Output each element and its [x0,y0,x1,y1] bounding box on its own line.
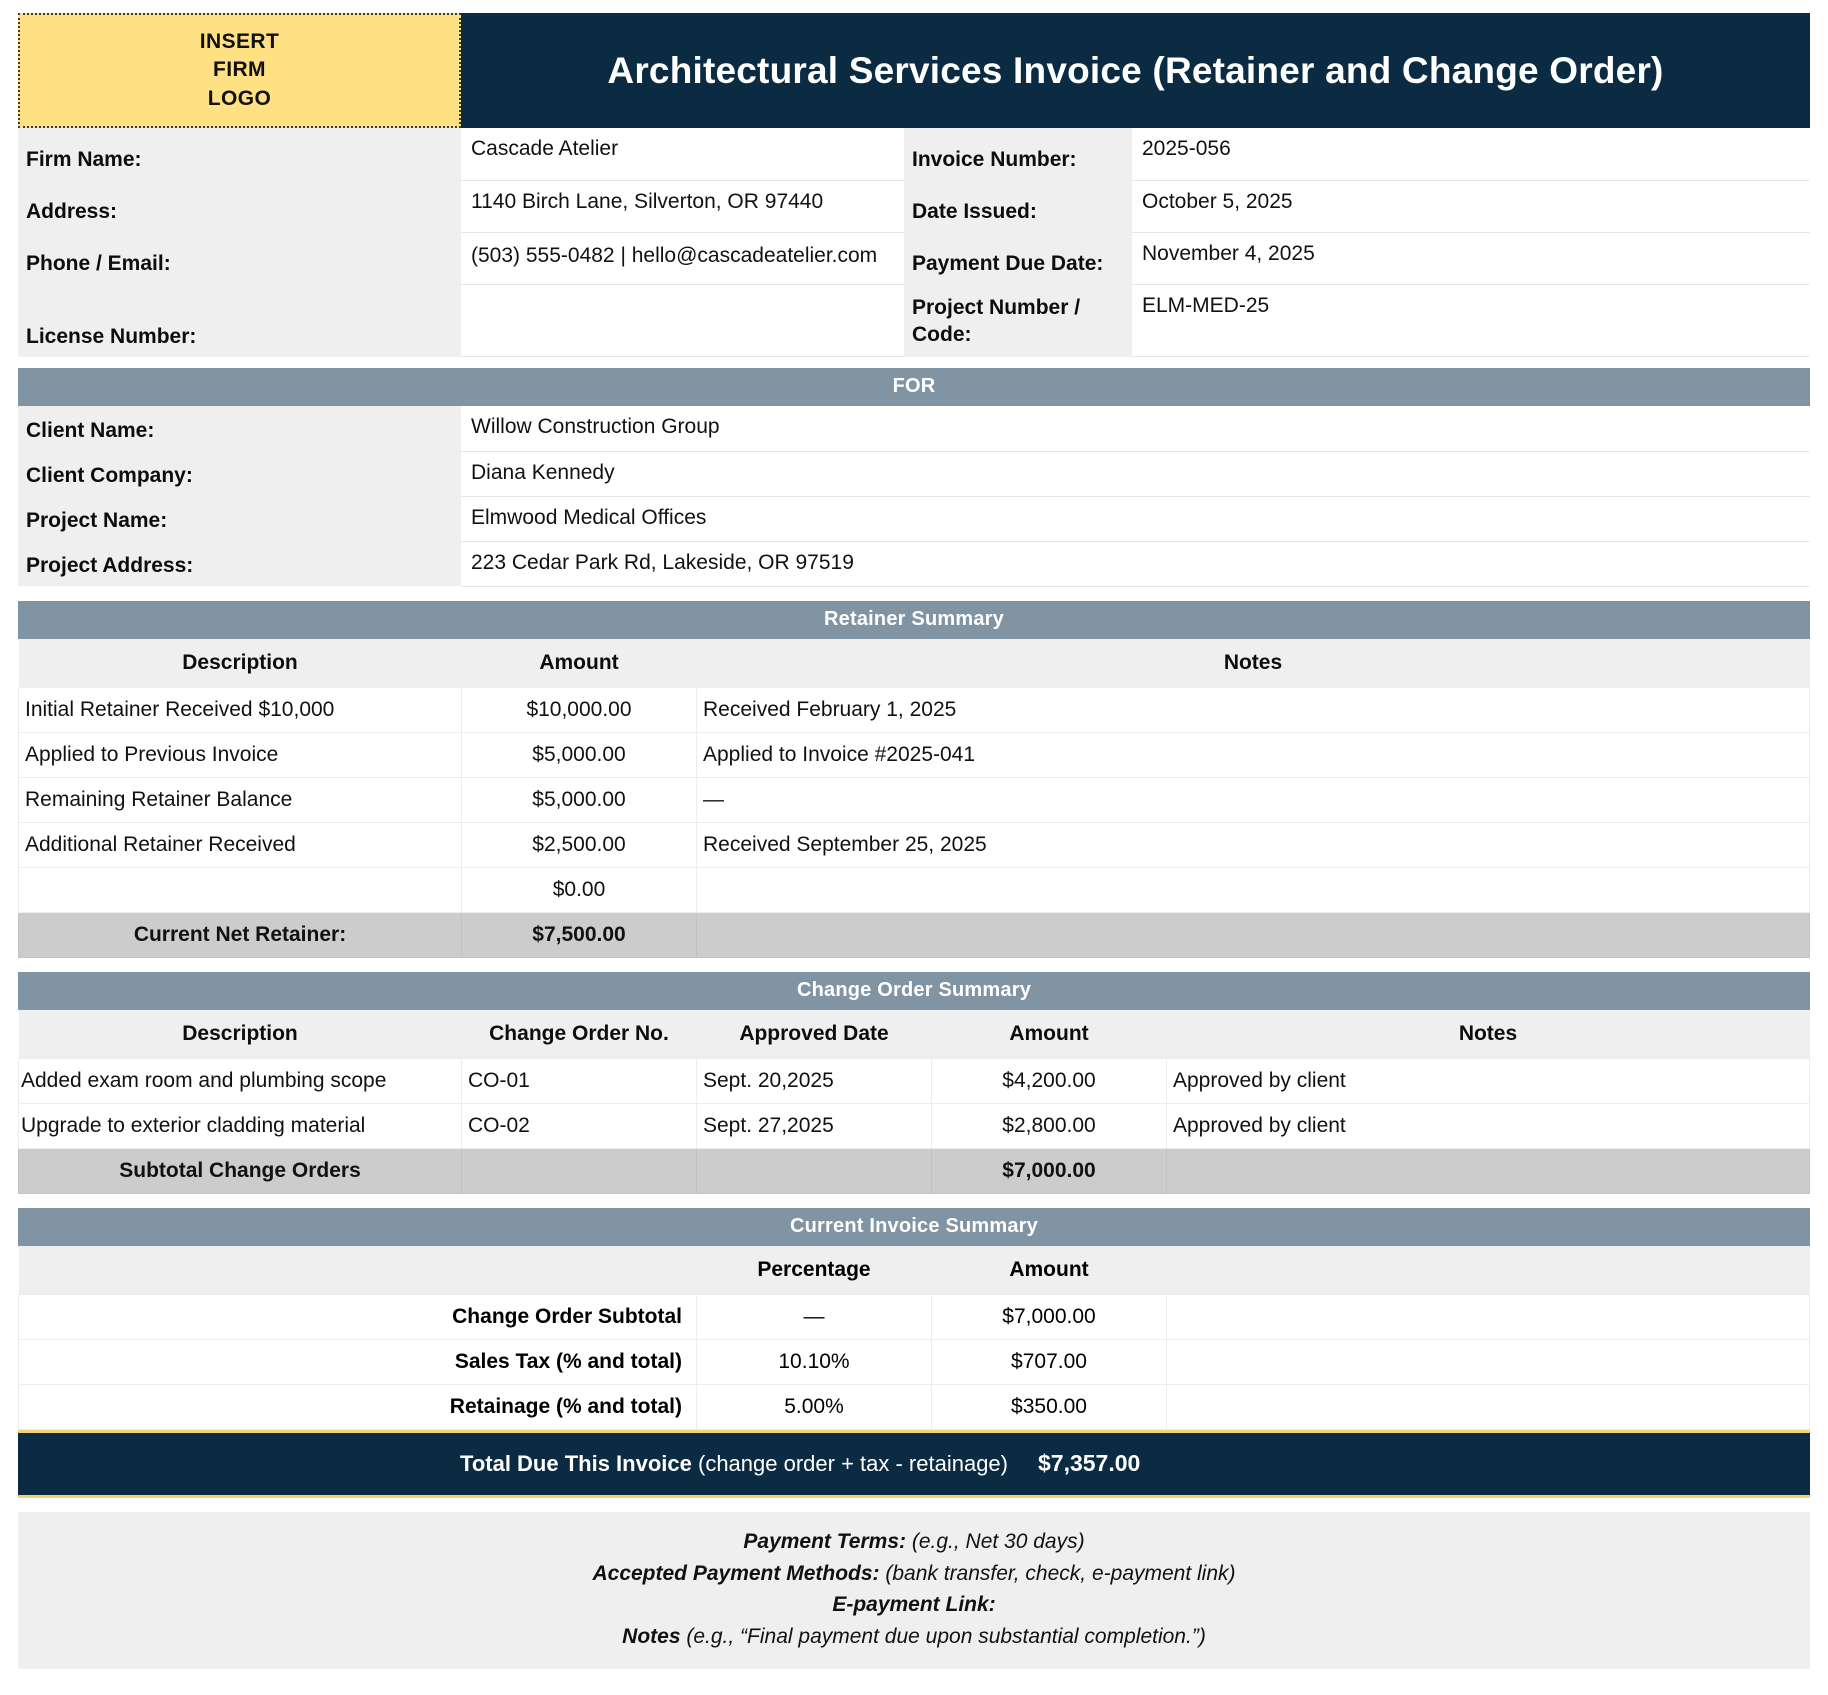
table-row [19,1103,1810,1148]
current-net-retainer-notes [697,912,1810,957]
info-row-address [18,180,1810,232]
page-title: Architectural Services Invoice (Retainer and Change Order) [607,49,1664,91]
notes-label: Notes [622,1625,681,1649]
total-due-label-note: (change order + tax - retainage) [691,1450,1008,1476]
retainer-description[interactable]: Initial Retainer Received $10,000 [19,687,462,732]
is-col-amount: Amount [932,1246,1167,1295]
retainer-notes[interactable]: Applied to Invoice #2025-041 [697,732,1810,777]
current-net-retainer-amount: $7,500.00 [462,912,697,957]
retainer-amount[interactable]: $5,000.00 [462,732,697,777]
payment-footer [18,1512,1810,1670]
total-due-label-bold: Total Due This Invoice [460,1450,692,1476]
co-description[interactable]: Upgrade to exterior cladding material [19,1103,462,1148]
retainer-col-notes: Notes [697,639,1810,688]
payment-terms-value[interactable]: (e.g., Net 30 days) [906,1529,1085,1553]
address-label: Address: [18,180,461,232]
notes-value[interactable]: (e.g., “Final payment due upon substantial completion.”) [680,1625,1206,1649]
change-order-summary-bar: Change Order Summary [18,972,1810,1010]
invoice-page [0,13,1828,1695]
header-band [18,13,1810,128]
payment-terms-label: Payment Terms: [743,1529,907,1553]
retainer-col-description: Description [19,639,462,688]
retainer-amount[interactable]: $5,000.00 [462,777,697,822]
client-name-label: Client Name: [18,406,461,451]
retainer-description[interactable] [19,867,462,912]
co-amount[interactable]: $4,200.00 [932,1058,1167,1103]
is-row-percentage[interactable]: 10.10% [697,1339,932,1384]
info-row-firm-name [18,128,1810,180]
for-row-project-address [18,541,1810,586]
co-subtotal-amount: $7,000.00 [932,1148,1167,1193]
co-number[interactable]: CO-02 [462,1103,697,1148]
payment-due-date-label: Payment Due Date: [904,232,1132,284]
phone-email-value[interactable]: (503) 555-0482 | hello@cascadeatelier.com [461,232,904,284]
table-row [19,1339,1810,1384]
total-due-amount: $7,357.00 [1038,1450,1141,1477]
retainer-notes[interactable]: — [697,777,1810,822]
is-row-label: Retainage (% and total) [19,1384,697,1429]
client-info-table [18,406,1810,587]
co-col-amount: Amount [932,1010,1167,1059]
is-row-amount[interactable]: $350.00 [932,1384,1167,1429]
co-notes[interactable]: Approved by client [1167,1103,1810,1148]
is-row-blank [1167,1339,1810,1384]
co-number[interactable]: CO-01 [462,1058,697,1103]
firm-and-invoice-info-table [18,128,1810,357]
co-subtotal-spacer-2 [697,1148,932,1193]
co-approved-date[interactable]: Sept. 20,2025 [697,1058,932,1103]
retainer-notes[interactable]: Received February 1, 2025 [697,687,1810,732]
is-col-blank-right [1167,1246,1810,1295]
retainer-total-row [19,912,1810,957]
date-issued-label: Date Issued: [904,180,1132,232]
firm-logo-placeholder[interactable] [18,13,461,128]
phone-email-label: Phone / Email: [18,232,461,284]
info-row-license [18,284,1810,357]
project-name-value[interactable]: Elmwood Medical Offices [461,496,1810,541]
co-approved-date[interactable]: Sept. 27,2025 [697,1103,932,1148]
co-notes[interactable]: Approved by client [1167,1058,1810,1103]
address-value[interactable]: 1140 Birch Lane, Silverton, OR 97440 [461,180,904,232]
project-address-value[interactable]: 223 Cedar Park Rd, Lakeside, OR 97519 [461,541,1810,586]
project-number-label: Project Number / Code: [904,284,1132,357]
logo-line-3: LOGO [207,86,272,110]
is-row-blank [1167,1384,1810,1429]
invoice-number-value[interactable]: 2025-056 [1132,128,1810,180]
license-number-label: License Number: [18,284,461,357]
table-row [19,1384,1810,1429]
accepted-methods-label: Accepted Payment Methods: [592,1561,880,1585]
retainer-amount[interactable]: $10,000.00 [462,687,697,732]
change-order-subtotal-row [19,1148,1810,1193]
total-due-bar [18,1430,1810,1498]
client-company-label: Client Company: [18,451,461,496]
for-row-client-name [18,406,1810,451]
footer-accepted-methods [18,1558,1810,1590]
current-invoice-summary-table [18,1246,1810,1430]
project-number-value[interactable]: ELM-MED-25 [1132,284,1810,357]
table-row [19,777,1810,822]
epayment-link-label: E-payment Link: [832,1593,996,1617]
is-row-label: Change Order Subtotal [19,1294,697,1339]
invoice-title-banner [461,13,1810,128]
is-row-percentage[interactable]: 5.00% [697,1384,932,1429]
retainer-notes[interactable] [697,867,1810,912]
is-row-percentage[interactable]: — [697,1294,932,1339]
payment-due-date-value[interactable]: November 4, 2025 [1132,232,1810,284]
is-row-label: Sales Tax (% and total) [19,1339,697,1384]
table-row [19,867,1810,912]
table-row [19,1294,1810,1339]
project-address-label: Project Address: [18,541,461,586]
retainer-col-amount: Amount [462,639,697,688]
co-description[interactable]: Added exam room and plumbing scope [19,1058,462,1103]
for-row-client-company [18,451,1810,496]
co-subtotal-label: Subtotal Change Orders [19,1148,462,1193]
table-row [19,1058,1810,1103]
table-row [19,687,1810,732]
co-col-approved-date: Approved Date [697,1010,932,1059]
footer-epayment-link [18,1589,1810,1621]
retainer-description[interactable]: Additional Retainer Received [19,822,462,867]
accepted-methods-value[interactable]: (bank transfer, check, e-payment link) [879,1561,1236,1585]
table-row [19,732,1810,777]
retainer-amount[interactable]: $2,500.00 [462,822,697,867]
current-net-retainer-label: Current Net Retainer: [19,912,462,957]
for-row-project-name [18,496,1810,541]
invoice-number-label: Invoice Number: [904,128,1132,180]
retainer-notes[interactable]: Received September 25, 2025 [697,822,1810,867]
date-issued-value[interactable]: October 5, 2025 [1132,180,1810,232]
license-number-value[interactable] [461,284,904,357]
co-subtotal-spacer-1 [462,1148,697,1193]
logo-line-2: FIRM [213,58,266,82]
co-subtotal-notes [1167,1148,1810,1193]
project-name-label: Project Name: [18,496,461,541]
co-col-description: Description [19,1010,462,1059]
retainer-summary-bar: Retainer Summary [18,601,1810,639]
co-amount[interactable]: $2,800.00 [932,1103,1167,1148]
is-row-amount[interactable]: $7,000.00 [932,1294,1167,1339]
footer-payment-terms [18,1526,1810,1558]
current-invoice-summary-bar: Current Invoice Summary [18,1208,1810,1246]
is-row-amount[interactable]: $707.00 [932,1339,1167,1384]
is-row-blank [1167,1294,1810,1339]
change-order-summary-table [18,1010,1810,1194]
co-col-number: Change Order No. [462,1010,697,1059]
firm-name-label: Firm Name: [18,128,461,180]
retainer-description[interactable]: Applied to Previous Invoice [19,732,462,777]
is-col-percentage: Percentage [697,1246,932,1295]
co-col-notes: Notes [1167,1010,1810,1059]
for-section-bar: FOR [18,368,1810,406]
total-due-label [18,1451,1038,1477]
invoice-summary-header-row [19,1246,1810,1295]
retainer-amount[interactable]: $0.00 [462,867,697,912]
client-name-value[interactable]: Willow Construction Group [461,406,1810,451]
retainer-description[interactable]: Remaining Retainer Balance [19,777,462,822]
table-row [19,822,1810,867]
retainer-header-row [19,639,1810,688]
retainer-summary-table [18,639,1810,958]
firm-name-value[interactable]: Cascade Atelier [461,128,904,180]
is-col-blank-left [19,1246,697,1295]
info-row-phone-email [18,232,1810,284]
client-company-value[interactable]: Diana Kennedy [461,451,1810,496]
logo-line-1: INSERT [199,29,280,53]
footer-notes [18,1621,1810,1653]
change-order-header-row [19,1010,1810,1059]
